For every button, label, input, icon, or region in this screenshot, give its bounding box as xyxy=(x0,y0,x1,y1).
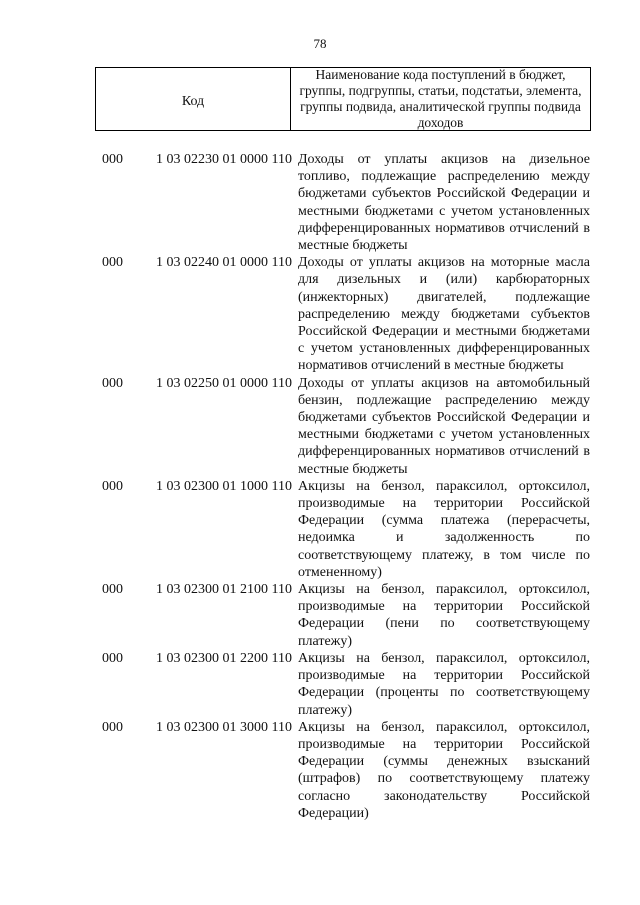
table-header xyxy=(95,67,591,131)
admin-code: 000 xyxy=(102,650,123,666)
income-description: Акцизы на бензол, параксилол, ортоксилол, производимые на территории Российской Федерации (сумма платежа (перерасчеты, недоимка и задолженность по соответствующему платежу, в том числе по отмененному) xyxy=(298,478,590,580)
table-row xyxy=(0,581,640,650)
table-row xyxy=(0,254,640,374)
table-row xyxy=(0,151,640,254)
income-description: Доходы от уплаты акцизов на дизельное топливо, подлежащие распределению между бюджетами субъектов Российской Федерации и местными бюджетами с учетом установленных дифференцированных нормативов отчислений в местные бюджеты xyxy=(298,152,590,254)
table-row xyxy=(0,650,640,719)
income-codes-list xyxy=(0,151,640,822)
admin-code: 000 xyxy=(102,719,123,735)
page-number: 78 xyxy=(313,36,327,51)
income-code: 1 03 02300 01 2200 110 xyxy=(156,650,292,666)
income-code: 1 03 02300 01 2100 110 xyxy=(156,582,292,598)
admin-code: 000 xyxy=(102,582,123,598)
table-row xyxy=(0,478,640,581)
income-description: Доходы от уплаты акцизов на автомобильный бензин, подлежащие распределению между бюджетами субъектов Российской Федерации и местными бюджетами с учетом установленных дифференцированных нормативов отчислений в местные бюджеты xyxy=(298,375,590,477)
table-row xyxy=(0,375,640,478)
admin-code: 000 xyxy=(102,255,123,271)
admin-code: 000 xyxy=(102,478,123,494)
admin-code: 000 xyxy=(102,152,123,167)
income-description: Доходы от уплаты акцизов на моторные масла для дизельных и (или) карбюраторных (инжекторных) двигателей, подлежащие распределению между бюджетами субъектов Российской Федерации и местными бюджетами с учетом установленных дифференцированных нормативов отчислений в местные бюджеты xyxy=(298,255,590,374)
header-name-column: Наименование кода поступлений в бюджет, группы, подгруппы, статьи, подстатьи, элемента, группы подвида, аналитической группы подвида доходов xyxy=(299,67,582,130)
table-row xyxy=(0,719,640,822)
admin-code: 000 xyxy=(102,375,123,391)
income-code: 1 03 02300 01 1000 110 xyxy=(156,478,292,494)
income-description: Акцизы на бензол, параксилол, ортоксилол, производимые на территории Российской Федерации (пени по соответствующему платежу) xyxy=(298,582,590,649)
income-description: Акцизы на бензол, параксилол, ортоксилол, производимые на территории Российской Федерации (проценты по соответствующему платежу) xyxy=(298,650,590,718)
income-code: 1 03 02300 01 3000 110 xyxy=(156,719,292,735)
income-description: Акцизы на бензол, параксилол, ортоксилол, производимые на территории Российской Федерации (суммы денежных взысканий (штрафов) по соответствующему платежу согласно законодательству Российской Федерации) xyxy=(298,719,590,821)
income-code: 1 03 02240 01 0000 110 xyxy=(156,255,292,271)
income-code: 1 03 02250 01 0000 110 xyxy=(156,375,292,391)
header-code-column: Код xyxy=(96,68,291,130)
income-code: 1 03 02230 01 0000 110 xyxy=(156,152,292,167)
